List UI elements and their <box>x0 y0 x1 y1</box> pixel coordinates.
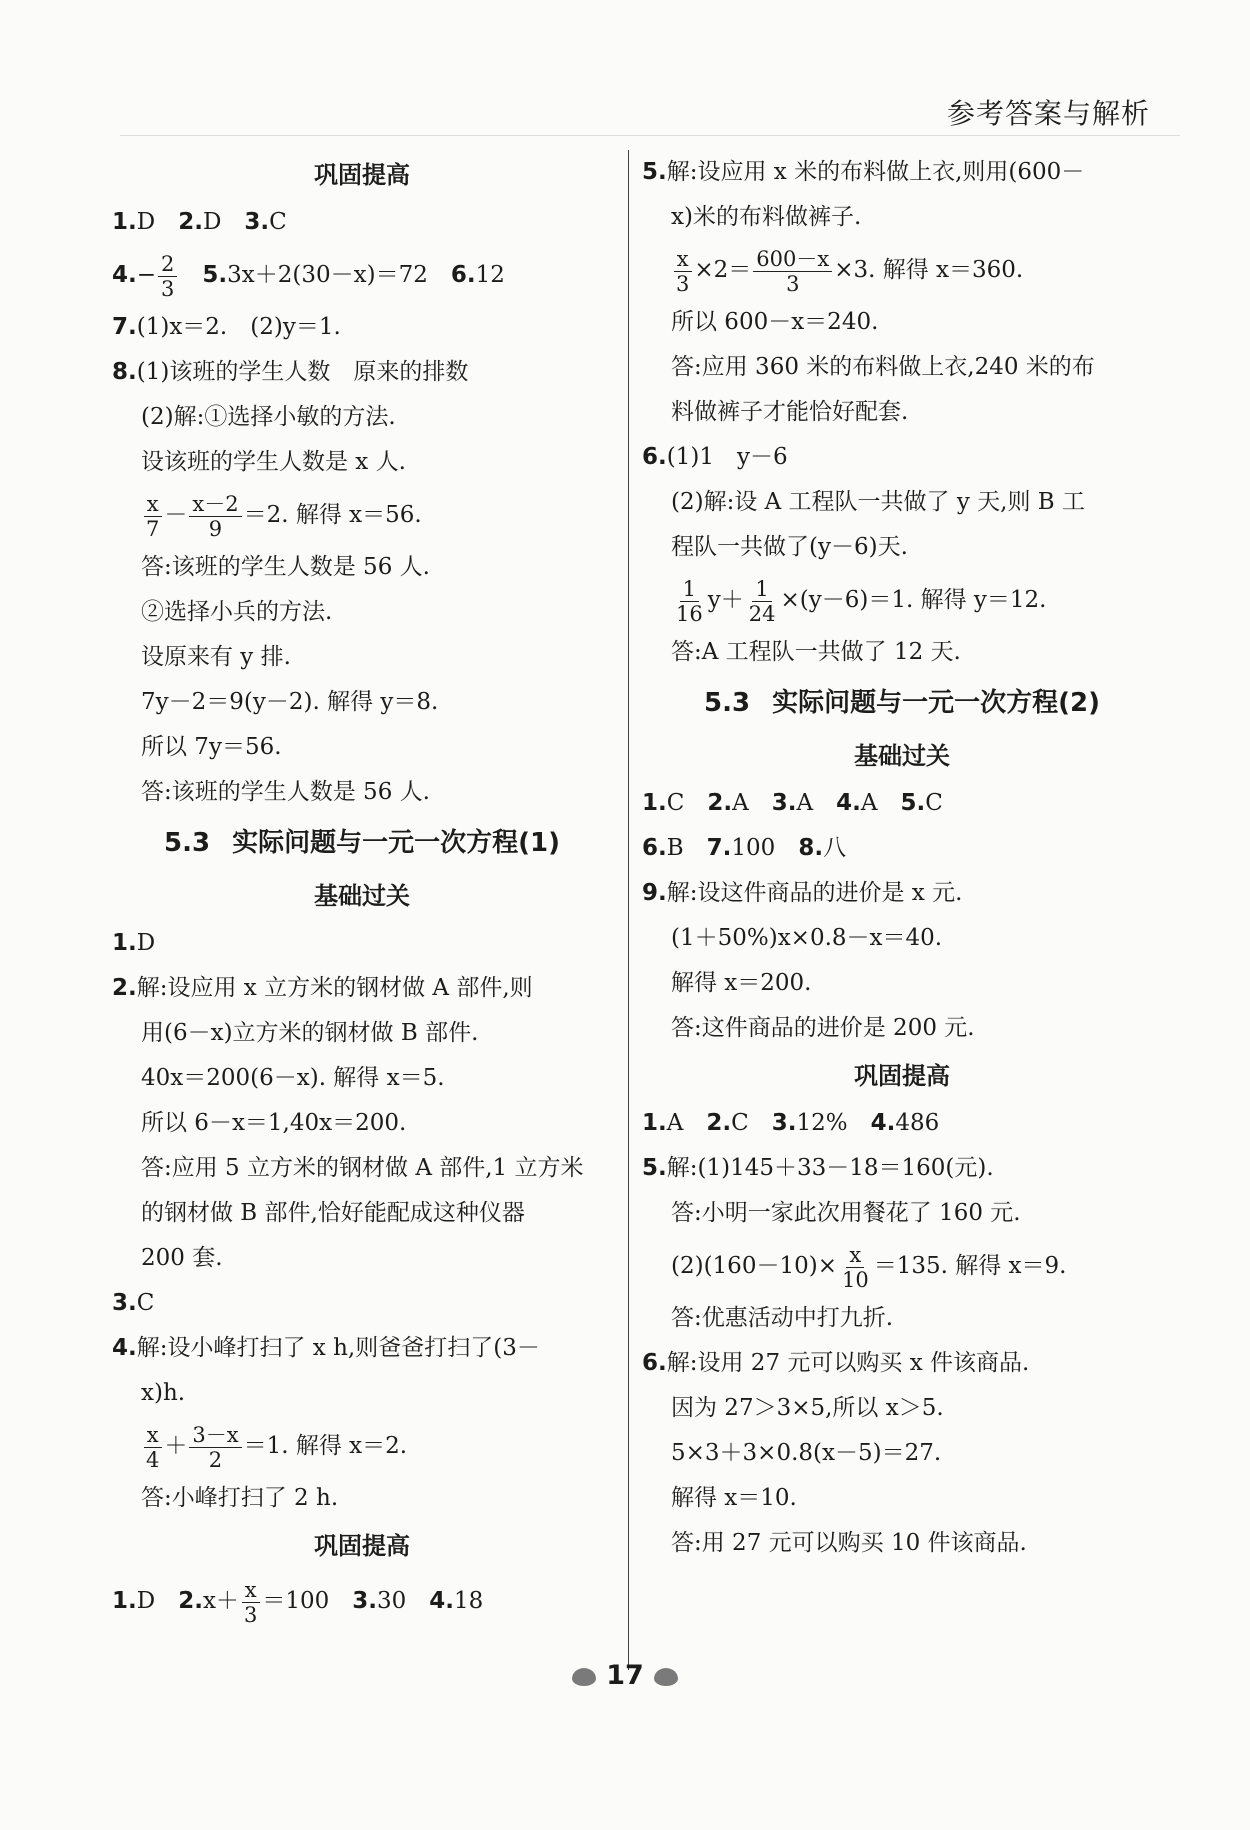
answer-line: 2.解:设应用 x 立方米的钢材做 A 部件,则 <box>112 975 533 1001</box>
equation-line: $\frac{x}{7}$ － $\frac{x-2}{9}$ ＝2. 解得 x＝56. <box>112 485 612 545</box>
answer-line: 解得 x＝200. <box>671 970 812 996</box>
answer-line: 5.解:设应用 x 米的布料做上衣,则用(600－ <box>642 159 1085 185</box>
answer-line: 1.D <box>112 930 156 956</box>
answer-line: (1＋50%)x×0.8－x＝40. <box>671 925 943 951</box>
answer-line: 答:优惠活动中打九折. <box>671 1305 894 1331</box>
answer-line: 设该班的学生人数是 x 人. <box>141 449 406 475</box>
answer-line: 答:用 27 元可以购买 10 件该商品. <box>671 1530 1027 1556</box>
answer-line: 4.− $\frac{2}{3}$ 5.3x＋2(30－x)＝72 6.12 <box>112 251 505 301</box>
answer-line: 答:应用 360 米的布料做上衣,240 米的布 <box>671 354 1095 380</box>
equation-line: (2)(160－10)× $\frac{x}{10}$ ＝135. 解得 x＝9. <box>671 1242 1067 1292</box>
answer-line: 6.(1)1 y－6 <box>642 444 788 470</box>
header-rule <box>120 135 1180 136</box>
answer-line: 6.B 7.100 8.八 <box>642 835 847 861</box>
right-column <box>642 150 1162 1566</box>
answer-line: 7y－2＝9(y－2). 解得 y＝8. <box>141 689 439 715</box>
answer-line: 用(6－x)立方米的钢材做 B 部件. <box>141 1020 479 1046</box>
answer-line: 1.D 2.D 3.C <box>112 209 287 235</box>
equation-line: $\frac{1}{16}$ y＋ $\frac{1}{24}$ ×(y－6)＝1. 解得 y＝12. <box>642 570 1162 630</box>
fraction: $\frac{x}{3}$ <box>241 1578 260 1627</box>
answer-line: 答:小峰打扫了 2 h. <box>141 1485 339 1511</box>
subheading-consolidate: 巩固提高 <box>854 1062 950 1090</box>
answer-line: 答:小明一家此次用餐花了 160 元. <box>671 1200 1021 1226</box>
page-number: 17 <box>0 1660 1250 1691</box>
subheading-basic: 基础过关 <box>314 882 410 910</box>
answer-line: 6.解:设用 27 元可以购买 x 件该商品. <box>642 1350 1030 1376</box>
answer-line: 答:应用 5 立方米的钢材做 A 部件,1 立方米 <box>141 1155 584 1181</box>
answer-line: x)h. <box>141 1380 186 1406</box>
answer-line: 的钢材做 B 部件,恰好能配成这种仪器 <box>141 1200 525 1226</box>
answer-line: 所以 6－x＝1,40x＝200. <box>141 1110 407 1136</box>
subheading-basic: 基础过关 <box>854 742 950 770</box>
fraction: $\frac{2}{3}$ <box>158 252 177 301</box>
answer-line: 40x＝200(6－x). 解得 x＝5. <box>141 1065 445 1091</box>
fraction: $\frac{3-x}{2}$ <box>189 1423 241 1472</box>
answer-line: 1.A 2.C 3.12% 4.486 <box>642 1110 940 1136</box>
answer-line: 200 套. <box>141 1245 223 1271</box>
answer-line: 1.C 2.A 3.A 4.A 5.C <box>642 790 943 816</box>
leaf-icon <box>572 1668 596 1686</box>
leaf-icon <box>654 1668 678 1686</box>
answer-line: x)米的布料做裤子. <box>671 204 862 230</box>
left-column <box>112 150 612 1631</box>
answer-line: 1.D 2.x＋ $\frac{x}{3}$ ＝100 3.30 4.18 <box>112 1577 484 1627</box>
section-title: 5.3 实际问题与一元一次方程(2) <box>704 688 1100 718</box>
fraction: $\frac{1}{24}$ <box>748 576 776 626</box>
fraction: $\frac{x}{10}$ <box>841 1242 869 1292</box>
answer-line: 所以 7y＝56. <box>141 734 282 760</box>
answer-line: ②选择小兵的方法. <box>141 599 333 625</box>
answer-line: 3.C <box>112 1290 155 1316</box>
answer-line: 所以 600－x＝240. <box>671 309 879 335</box>
answer-line: 答:该班的学生人数是 56 人. <box>141 779 430 805</box>
column-divider <box>628 150 629 1670</box>
answer-line: 因为 27＞3×5,所以 x＞5. <box>671 1395 944 1421</box>
answer-line: 答:这件商品的进价是 200 元. <box>671 1015 975 1041</box>
answer-line: 4.解:设小峰打扫了 x h,则爸爸打扫了(3－ <box>112 1335 540 1361</box>
answer-line: 设原来有 y 排. <box>141 644 291 670</box>
answer-line: (2)解:①选择小敏的方法. <box>141 404 396 430</box>
answer-line: 答:A 工程队一共做了 12 天. <box>671 639 961 665</box>
fraction: $\frac{x}{7}$ <box>143 492 162 541</box>
answer-line: 料做裤子才能恰好配套. <box>671 399 909 425</box>
answer-line: 5×3＋3×0.8(x－5)＝27. <box>671 1440 942 1466</box>
fraction: $\frac{x-2}{9}$ <box>189 492 241 541</box>
fraction: $\frac{x}{3}$ <box>673 247 692 296</box>
answer-line: 5.解:(1)145＋33－18＝160(元). <box>642 1155 994 1181</box>
answer-line: 9.解:设这件商品的进价是 x 元. <box>642 880 963 906</box>
answer-line: 7.(1)x＝2. (2)y＝1. <box>112 314 341 340</box>
subheading-consolidate: 巩固提高 <box>314 1532 410 1560</box>
section-title: 5.3 实际问题与一元一次方程(1) <box>164 828 560 858</box>
answer-line: (2)解:设 A 工程队一共做了 y 天,则 B 工 <box>671 489 1086 515</box>
equation-line: $\frac{x}{4}$ ＋ $\frac{3-x}{2}$ ＝1. 解得 x＝2. <box>112 1416 612 1476</box>
answer-line: 解得 x＝10. <box>671 1485 797 1511</box>
fraction: $\frac{600-x}{3}$ <box>753 247 832 296</box>
answer-line: 答:该班的学生人数是 56 人. <box>141 554 430 580</box>
subheading-consolidate: 巩固提高 <box>314 161 410 189</box>
answer-line: 8.(1)该班的学生人数 原来的排数 <box>112 359 469 385</box>
answer-line: 程队一共做了(y－6)天. <box>671 534 908 560</box>
fraction: $\frac{1}{16}$ <box>676 576 703 626</box>
fraction: $\frac{x}{4}$ <box>143 1423 162 1472</box>
page-header: 参考答案与解析 <box>946 97 1150 130</box>
equation-line: $\frac{x}{3}$ ×2＝ $\frac{600-x}{3}$ ×3. 解得 x＝360. <box>642 240 1162 300</box>
